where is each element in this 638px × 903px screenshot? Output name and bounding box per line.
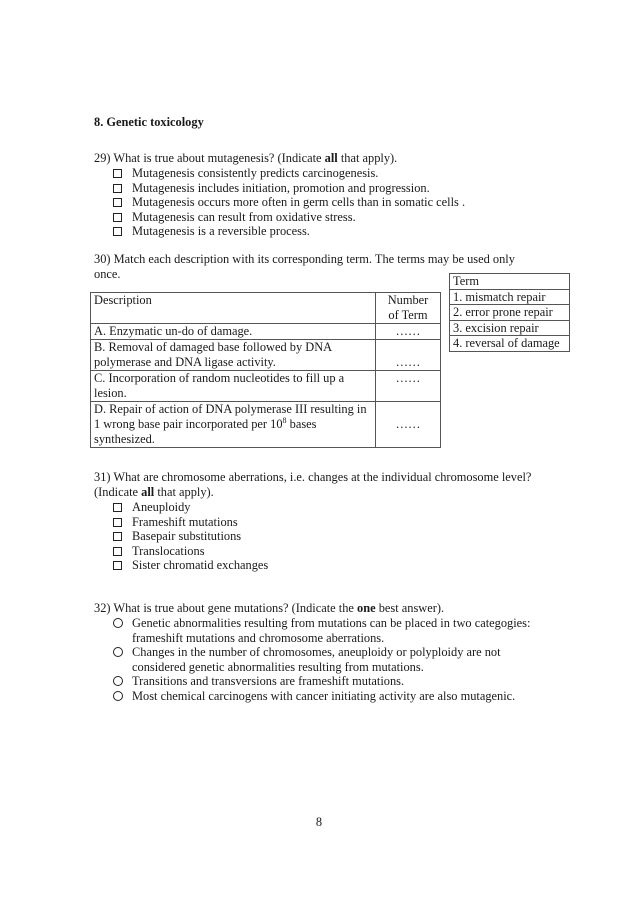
q32-option-label: Most chemical carcinogens with cancer initiating activity are also mutagenic. — [132, 688, 516, 703]
description-cell — [91, 324, 376, 340]
checkbox-icon[interactable] — [113, 198, 122, 207]
matching-table — [90, 292, 441, 448]
q32-option[interactable] — [113, 674, 404, 689]
q32-option-continuation: frameshift mutations and chromosome aberrations. — [132, 630, 385, 645]
q32-prompt — [94, 601, 444, 616]
terms-header: Term — [450, 274, 570, 290]
q32-prompt-text: 32) What is true about gene mutations? (Indicate the — [94, 601, 357, 615]
answer-blank[interactable]: …… — [376, 402, 441, 448]
description-header: Description — [91, 293, 376, 324]
q31-option-label: Frameshift mutations — [132, 514, 238, 529]
terms-table — [449, 273, 570, 352]
description-text: D. Repair of action of DNA polymerase III resulting in — [94, 402, 367, 416]
q32-prompt-emphasis: one — [357, 601, 376, 615]
description-cell — [91, 371, 376, 402]
table-row — [91, 340, 441, 371]
description-cell — [91, 340, 376, 371]
term-item: 2. error prone repair — [450, 305, 570, 321]
description-text: A. Enzymatic un-do of damage. — [94, 324, 253, 338]
q32-option-continuation: considered genetic abnormalities resulting from mutations. — [132, 659, 424, 674]
q30-prompt-line2: once. — [94, 267, 121, 281]
description-text: bases — [286, 417, 317, 431]
q29-option-label: Mutagenesis can result from oxidative stress. — [132, 209, 356, 224]
q31-prompt-emphasis: all — [141, 485, 155, 499]
q32-option[interactable] — [113, 645, 501, 660]
checkbox-icon[interactable] — [113, 547, 122, 556]
q29-option-label: Mutagenesis includes initiation, promotion and progression. — [132, 180, 430, 195]
description-text: 1 wrong base pair incorporated per 10 — [94, 417, 283, 431]
radio-icon[interactable] — [113, 647, 123, 657]
q31-prompt-line1: 31) What are chromosome aberrations, i.e. changes at the individual chromosome level? — [94, 470, 532, 484]
q31-option[interactable] — [113, 515, 238, 530]
q32-option-label: Transitions and transversions are frameshift mutations. — [132, 674, 405, 688]
q29-prompt-emphasis: all — [324, 151, 338, 165]
checkbox-icon[interactable] — [113, 503, 122, 512]
q31-option-label: Translocations — [132, 543, 205, 558]
answer-blank[interactable]: …… — [376, 371, 441, 402]
q31-prompt-text: (Indicate — [94, 485, 142, 499]
description-text: lesion. — [94, 386, 127, 400]
q32-prompt-text-end: best answer). — [375, 601, 445, 615]
checkbox-icon[interactable] — [113, 213, 122, 222]
q31-option-label: Basepair substitutions — [132, 529, 242, 543]
table-header-row — [91, 293, 441, 324]
q31-prompt-text-end: that apply). — [154, 485, 214, 499]
q31-option[interactable] — [113, 544, 205, 559]
radio-icon[interactable] — [113, 618, 123, 628]
term-item: 1. mismatch repair — [450, 289, 570, 305]
q31-option-label: Sister chromatid exchanges — [132, 558, 269, 572]
q29-option[interactable] — [113, 166, 378, 181]
q32-option[interactable] — [113, 616, 530, 631]
section-title: 8. Genetic toxicology — [94, 115, 204, 129]
exponent: 8 — [282, 415, 287, 425]
answer-blank[interactable]: …… — [376, 324, 441, 340]
q29-option[interactable] — [113, 181, 430, 196]
description-text: B. Removal of damaged base followed by DNA — [94, 340, 333, 354]
q31-prompt-line2 — [94, 485, 214, 500]
table-row — [91, 371, 441, 402]
term-item: 3. excision repair — [450, 320, 570, 336]
q32-option[interactable] — [113, 689, 515, 704]
checkbox-icon[interactable] — [113, 561, 122, 570]
answer-blank[interactable]: …… — [376, 340, 441, 371]
q32-option-label: Changes in the number of chromosomes, aneuploidy or polyploidy are not — [132, 645, 501, 659]
table-row — [91, 324, 441, 340]
checkbox-icon[interactable] — [113, 532, 122, 541]
number-header-line2: of Term — [388, 308, 428, 322]
checkbox-icon[interactable] — [113, 169, 122, 178]
checkbox-icon[interactable] — [113, 518, 122, 527]
q29-prompt-text: 29) What is true about mutagenesis? (Indicate — [94, 151, 325, 165]
page-number: 8 — [315, 815, 323, 829]
number-header — [376, 293, 441, 324]
q29-option-label: Mutagenesis is a reversible process. — [132, 224, 310, 238]
radio-icon[interactable] — [113, 691, 123, 701]
term-item: 4. reversal of damage — [450, 336, 570, 352]
q29-prompt-text-end: that apply). — [337, 151, 398, 165]
q30-prompt-line1: 30) Match each description with its corresponding term. The terms may be used only — [94, 252, 515, 266]
description-cell — [91, 402, 376, 448]
table-row — [91, 402, 441, 448]
description-text: polymerase and DNA ligase activity. — [94, 355, 276, 369]
q31-option[interactable] — [113, 529, 241, 544]
q29-prompt — [94, 151, 397, 166]
q29-option[interactable] — [113, 210, 356, 225]
description-text: synthesized. — [94, 432, 155, 446]
q31-option[interactable] — [113, 500, 191, 515]
q29-option-label: Mutagenesis consistently predicts carcinogenesis. — [132, 166, 379, 180]
q29-option-label: Mutagenesis occurs more often in germ cells than in somatic cells . — [132, 195, 466, 209]
checkbox-icon[interactable] — [113, 227, 122, 236]
q29-option[interactable] — [113, 224, 310, 239]
q32-option-label: Genetic abnormalities resulting from mutations can be placed in two categogies: — [132, 616, 531, 630]
number-header-line1: Number — [387, 293, 429, 307]
radio-icon[interactable] — [113, 676, 123, 686]
q29-option[interactable] — [113, 195, 465, 210]
q31-option-label: Aneuploidy — [132, 500, 191, 514]
checkbox-icon[interactable] — [113, 184, 122, 193]
description-text: C. Incorporation of random nucleotides to fill up a — [94, 371, 345, 385]
q31-option[interactable] — [113, 558, 268, 573]
